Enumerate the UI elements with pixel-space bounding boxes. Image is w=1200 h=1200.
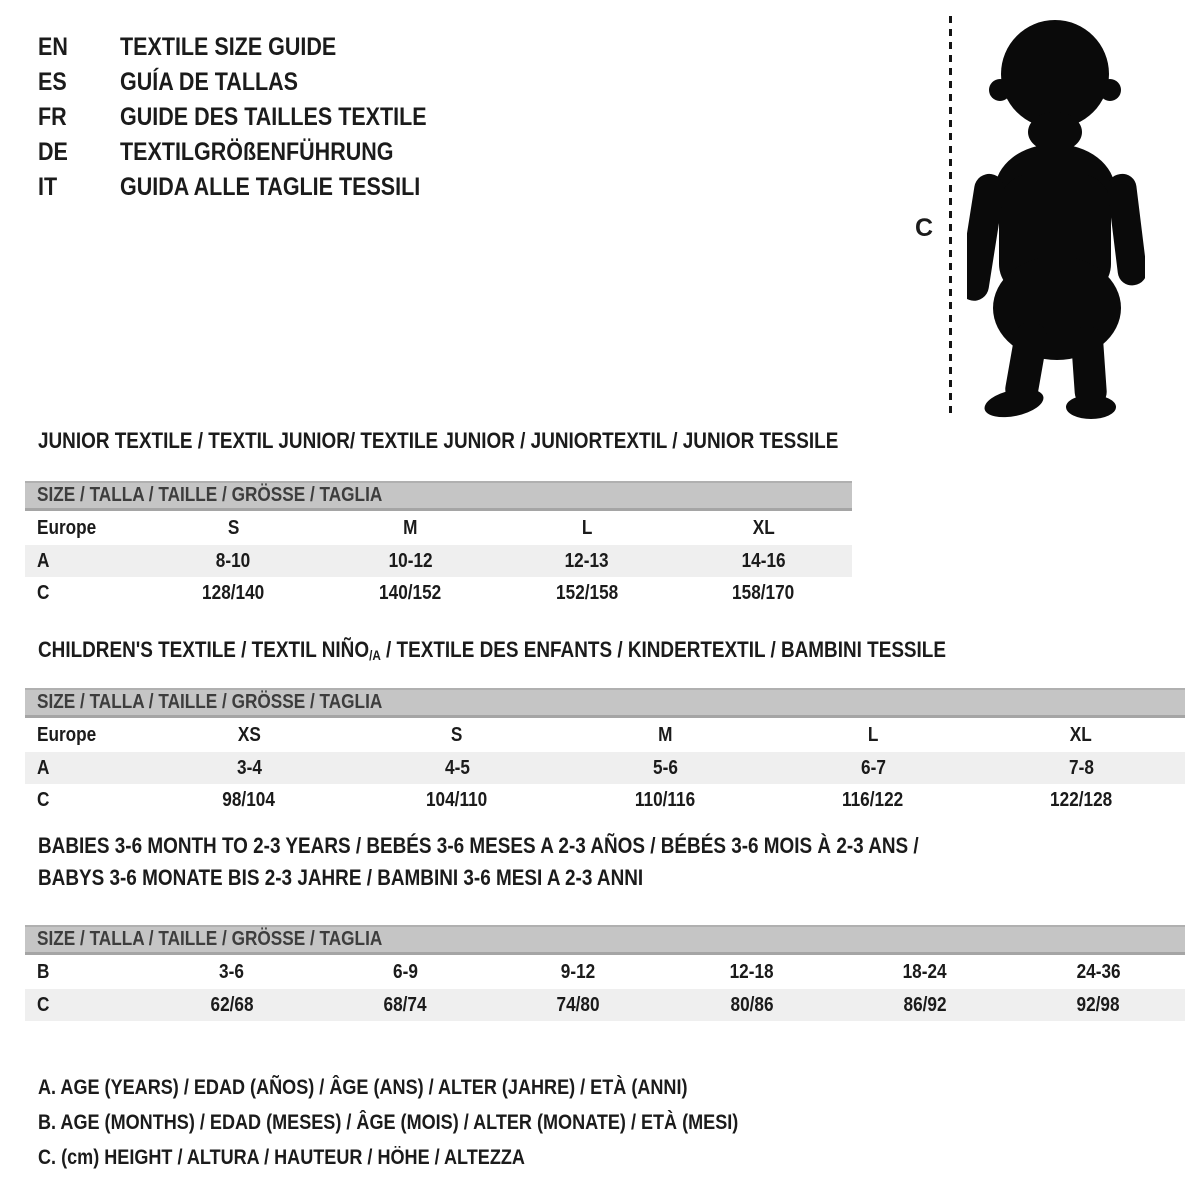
size-column: M: [402, 516, 418, 539]
table-cell: 140/152: [379, 582, 442, 604]
language-row-en: [38, 30, 477, 65]
table-cell: 86/92: [903, 993, 947, 1016]
language-row-it: [38, 170, 477, 205]
table-cell: 104/110: [426, 789, 488, 811]
size-column: L: [581, 516, 593, 539]
language-code: IT: [38, 173, 58, 201]
row-label-cell: A: [37, 756, 50, 779]
measurement-legend: [38, 1070, 852, 1175]
table-cell: 10-12: [388, 549, 433, 572]
row-label-cell: B: [37, 960, 50, 983]
junior-size-table: [25, 481, 852, 610]
height-cm-row: [25, 784, 1185, 817]
table-cell: 4-5: [444, 756, 470, 779]
size-column: XS: [237, 723, 261, 746]
size-columns-row: [25, 718, 1185, 752]
table-cell: 5-6: [652, 756, 678, 779]
children-section-title: [38, 637, 1094, 663]
language-row-de: [38, 135, 477, 170]
children-title-main: CHILDREN'S TEXTILE / TEXTIL NIÑO: [38, 637, 370, 662]
table-cell: 12-13: [564, 549, 609, 572]
table-cell: 92/98: [1076, 993, 1120, 1016]
toddler-silhouette-image: [967, 14, 1145, 420]
height-measure-label: C: [915, 214, 934, 242]
table-cell: 6-7: [860, 756, 886, 779]
size-header-bar: [25, 481, 852, 511]
table-cell: 24-36: [1076, 960, 1121, 983]
table-cell: 14-16: [741, 549, 786, 572]
language-code: DE: [38, 138, 68, 166]
table-cell: 116/122: [842, 789, 904, 811]
height-dashed-line: [949, 16, 952, 416]
children-title-subscript: /A: [369, 648, 381, 663]
language-code: EN: [38, 33, 68, 61]
size-column: XL: [1070, 723, 1092, 746]
table-cell: 152/158: [555, 582, 618, 604]
table-cell: 7-8: [1068, 756, 1094, 779]
language-title: TEXTILE SIZE GUIDE: [120, 33, 337, 61]
language-code: FR: [38, 103, 67, 131]
height-cm-row: [25, 989, 1185, 1021]
row-label-cell: A: [37, 549, 50, 572]
row-label-cell: C: [37, 789, 50, 811]
size-header-bar: [25, 688, 1185, 718]
region-label-cell: Europe: [37, 516, 97, 539]
legend-line-height-cm: C. (cm) HEIGHT / ALTURA / HAUTEUR / HÖHE / ALTEZZA: [38, 1146, 525, 1169]
age-years-row: [25, 752, 1185, 784]
row-label-cell: C: [37, 993, 50, 1016]
size-columns-row: [25, 511, 852, 545]
height-measure-figure: [905, 14, 1165, 420]
age-months-row: [25, 955, 1185, 989]
region-label-cell: Europe: [37, 723, 97, 746]
junior-section-title: JUNIOR TEXTILE / TEXTIL JUNIOR/ TEXTILE JUNIOR / JUNIORTEXTIL / JUNIOR TESSILE: [38, 428, 839, 453]
babies-title-line2: BABYS 3-6 MONATE BIS 2-3 JAHRE / BAMBINI 3-6 MESI A 2-3 ANNI: [38, 865, 644, 890]
table-cell: 128/140: [202, 582, 265, 604]
table-cell: 3-4: [236, 756, 262, 779]
table-cell: 80/86: [730, 993, 774, 1016]
table-cell: 3-6: [219, 960, 245, 983]
table-cell: 122/128: [1049, 789, 1113, 811]
language-title: TEXTILGRÖßENFÜHRUNG: [120, 138, 394, 166]
table-cell: 18-24: [902, 960, 947, 983]
legend-line-age-years: A. AGE (YEARS) / EDAD (AÑOS) / ÂGE (ANS) / ALTER (JAHRE) / ETÀ (ANNI): [38, 1076, 688, 1099]
size-column: S: [451, 723, 463, 746]
table-cell: 12-18: [729, 960, 774, 983]
babies-section-title: [38, 830, 1062, 894]
language-title: GUIDE DES TAILLES TEXTILE: [120, 103, 427, 131]
table-cell: 6-9: [392, 960, 418, 983]
babies-title-line1: BABIES 3-6 MONTH TO 2-3 YEARS / BEBÉS 3-6 MESES A 2-3 AÑOS / BÉBÉS 3-6 MOIS À 2-3 ANS /: [38, 833, 919, 858]
babies-size-table: [25, 925, 1185, 1021]
language-row-es: [38, 65, 477, 100]
language-title: GUIDA ALLE TAGLIE TESSILI: [120, 173, 421, 201]
legend-line-age-months: B. AGE (MONTHS) / EDAD (MESES) / ÂGE (MOIS) / ALTER (MONATE) / ETÀ (MESI): [38, 1111, 739, 1134]
size-header-text: SIZE / TALLA / TAILLE / GRÖSSE / TAGLIA: [37, 691, 383, 713]
size-header-bar: [25, 925, 1185, 955]
table-cell: 8-10: [216, 549, 251, 572]
children-size-table: [25, 688, 1185, 817]
language-row-fr: [38, 100, 477, 135]
table-cell: 9-12: [561, 960, 596, 983]
height-cm-row: [25, 577, 852, 610]
size-column: XL: [752, 516, 775, 539]
children-title-rest: / TEXTILE DES ENFANTS / KINDERTEXTIL / BAMBINI TESSILE: [380, 637, 946, 662]
table-cell: 74/80: [556, 993, 600, 1016]
language-title: GUÍA DE TALLAS: [120, 68, 298, 96]
size-header-text: SIZE / TALLA / TAILLE / GRÖSSE / TAGLIA: [37, 484, 383, 506]
size-header-text: SIZE / TALLA / TAILLE / GRÖSSE / TAGLIA: [37, 928, 383, 950]
language-title-list: [38, 30, 477, 205]
row-label-cell: C: [37, 582, 50, 604]
size-column: M: [657, 723, 673, 746]
table-cell: 68/74: [383, 993, 427, 1016]
table-cell: 110/116: [634, 789, 696, 811]
size-column: S: [227, 516, 240, 539]
age-years-row: [25, 545, 852, 577]
size-column: L: [867, 723, 879, 746]
language-code: ES: [38, 68, 67, 96]
table-cell: 62/68: [210, 993, 254, 1016]
table-cell: 158/170: [732, 582, 795, 604]
table-cell: 98/104: [222, 789, 276, 811]
